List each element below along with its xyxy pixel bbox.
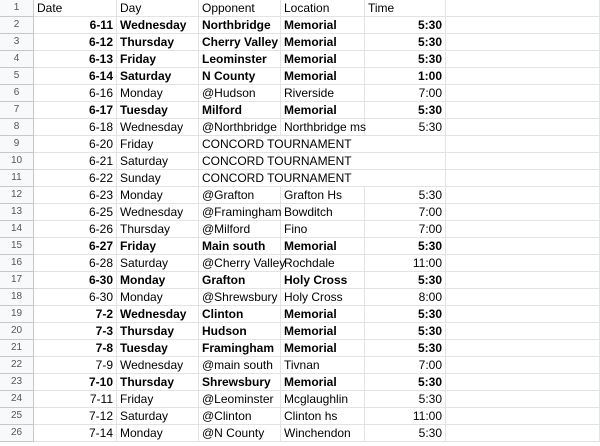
opponent-cell[interactable]: Hudson xyxy=(199,323,281,340)
empty-cell[interactable] xyxy=(446,34,600,51)
row-number[interactable]: 1 xyxy=(0,0,34,17)
table-row xyxy=(0,119,600,136)
row-number[interactable]: 15 xyxy=(0,238,34,255)
opponent-cell[interactable]: Leominster xyxy=(199,51,281,68)
day-cell[interactable]: Wednesday xyxy=(117,119,199,136)
time-cell[interactable]: 5:30 xyxy=(365,187,446,204)
empty-cell[interactable] xyxy=(446,289,600,306)
location-cell[interactable]: Memorial xyxy=(281,34,365,51)
table-row xyxy=(0,255,600,272)
opponent-cell[interactable]: Framingham xyxy=(199,340,281,357)
empty-cell[interactable] xyxy=(446,119,600,136)
row-number[interactable]: 6 xyxy=(0,85,34,102)
date-cell[interactable]: 6-22 xyxy=(34,170,117,187)
time-cell[interactable]: 7:00 xyxy=(365,204,446,221)
header-time-cell[interactable]: Time xyxy=(365,0,446,17)
time-cell[interactable]: 7:00 xyxy=(365,85,446,102)
day-cell[interactable]: Wednesday xyxy=(117,306,199,323)
empty-cell[interactable] xyxy=(446,272,600,289)
date-cell[interactable]: 7-2 xyxy=(34,306,117,323)
table-row xyxy=(0,289,600,306)
empty-cell[interactable] xyxy=(446,204,600,221)
location-cell[interactable]: Memorial xyxy=(281,374,365,391)
row-number[interactable]: 10 xyxy=(0,153,34,170)
time-cell[interactable] xyxy=(365,153,446,170)
empty-cell[interactable] xyxy=(446,425,600,442)
time-cell[interactable]: 5:30 xyxy=(365,102,446,119)
date-cell[interactable]: 6-27 xyxy=(34,238,117,255)
date-cell[interactable]: 7-9 xyxy=(34,357,117,374)
opponent-cell[interactable]: CONCORD TOURNAMENT xyxy=(199,136,281,153)
row-number[interactable]: 11 xyxy=(0,170,34,187)
empty-cell[interactable] xyxy=(446,221,600,238)
day-cell[interactable]: Thursday xyxy=(117,34,199,51)
opponent-cell[interactable]: @main south xyxy=(199,357,281,374)
time-cell[interactable]: 5:30 xyxy=(365,425,446,442)
day-cell[interactable]: Thursday xyxy=(117,323,199,340)
empty-cell[interactable] xyxy=(446,408,600,425)
table-row xyxy=(0,153,600,170)
date-cell[interactable]: 6-13 xyxy=(34,51,117,68)
row-number[interactable]: 19 xyxy=(0,306,34,323)
opponent-cell[interactable]: Milford xyxy=(199,102,281,119)
day-cell[interactable]: Saturday xyxy=(117,255,199,272)
row-number[interactable]: 14 xyxy=(0,221,34,238)
location-cell[interactable]: Holy Cross xyxy=(281,289,365,306)
row-number[interactable]: 7 xyxy=(0,102,34,119)
date-cell[interactable]: 6-26 xyxy=(34,221,117,238)
empty-cell[interactable] xyxy=(446,374,600,391)
date-cell[interactable]: 7-12 xyxy=(34,408,117,425)
location-cell[interactable] xyxy=(281,136,365,153)
row-number[interactable]: 5 xyxy=(0,68,34,85)
empty-cell[interactable] xyxy=(446,238,600,255)
table-row xyxy=(0,85,600,102)
empty-cell[interactable] xyxy=(446,187,600,204)
table-row xyxy=(0,323,600,340)
location-cell[interactable]: Memorial xyxy=(281,68,365,85)
day-cell[interactable]: Sunday xyxy=(117,170,199,187)
time-cell[interactable]: 7:00 xyxy=(365,221,446,238)
table-row xyxy=(0,340,600,357)
location-cell[interactable]: Winchendon xyxy=(281,425,365,442)
empty-cell[interactable] xyxy=(446,68,600,85)
empty-cell[interactable] xyxy=(446,136,600,153)
location-cell[interactable] xyxy=(281,170,365,187)
table-row xyxy=(0,51,600,68)
day-cell[interactable]: Monday xyxy=(117,425,199,442)
opponent-cell[interactable]: @Grafton xyxy=(199,187,281,204)
day-cell[interactable]: Saturday xyxy=(117,408,199,425)
day-cell[interactable]: Monday xyxy=(117,85,199,102)
table-row xyxy=(0,425,600,442)
time-cell[interactable]: 5:30 xyxy=(365,391,446,408)
time-cell[interactable] xyxy=(365,170,446,187)
date-cell[interactable]: 7-14 xyxy=(34,425,117,442)
row-number[interactable]: 21 xyxy=(0,340,34,357)
table-row xyxy=(0,102,600,119)
empty-cell[interactable] xyxy=(446,170,600,187)
row-number[interactable]: 18 xyxy=(0,289,34,306)
table-row xyxy=(0,204,600,221)
date-cell[interactable]: 6-16 xyxy=(34,85,117,102)
date-cell[interactable]: 6-11 xyxy=(34,17,117,34)
location-cell[interactable]: Riverside xyxy=(281,85,365,102)
table-row xyxy=(0,68,600,85)
time-cell[interactable] xyxy=(365,136,446,153)
row-number[interactable]: 17 xyxy=(0,272,34,289)
opponent-cell[interactable]: @Clinton xyxy=(199,408,281,425)
day-cell[interactable]: Thursday xyxy=(117,374,199,391)
empty-cell[interactable] xyxy=(446,323,600,340)
opponent-cell[interactable]: @Hudson xyxy=(199,85,281,102)
day-cell[interactable]: Tuesday xyxy=(117,340,199,357)
time-cell[interactable]: 5:30 xyxy=(365,17,446,34)
date-cell[interactable]: 7-3 xyxy=(34,323,117,340)
table-row xyxy=(0,357,600,374)
row-number[interactable]: 26 xyxy=(0,425,34,442)
table-row xyxy=(0,187,600,204)
opponent-cell[interactable]: Cherry Valley xyxy=(199,34,281,51)
row-number[interactable]: 25 xyxy=(0,408,34,425)
date-cell[interactable]: 6-30 xyxy=(34,272,117,289)
time-cell[interactable]: 5:30 xyxy=(365,238,446,255)
table-row xyxy=(0,374,600,391)
opponent-cell[interactable]: Northbridge xyxy=(199,17,281,34)
table-row xyxy=(0,136,600,153)
day-cell[interactable]: Friday xyxy=(117,238,199,255)
empty-cell[interactable] xyxy=(446,153,600,170)
date-cell[interactable]: 6-30 xyxy=(34,289,117,306)
row-number[interactable]: 3 xyxy=(0,34,34,51)
location-cell[interactable]: Fino xyxy=(281,221,365,238)
location-cell[interactable]: Memorial xyxy=(281,238,365,255)
header-opponent-cell[interactable]: Opponent xyxy=(199,0,281,17)
table-row xyxy=(0,272,600,289)
table-row xyxy=(0,170,600,187)
time-cell[interactable]: 7:00 xyxy=(365,357,446,374)
row-number[interactable]: 8 xyxy=(0,119,34,136)
row-number[interactable]: 12 xyxy=(0,187,34,204)
time-cell[interactable]: 5:30 xyxy=(365,340,446,357)
row-number[interactable]: 2 xyxy=(0,17,34,34)
time-cell[interactable]: 11:00 xyxy=(365,255,446,272)
date-cell[interactable]: 7-8 xyxy=(34,340,117,357)
date-cell[interactable]: 6-12 xyxy=(34,34,117,51)
date-cell[interactable]: 6-23 xyxy=(34,187,117,204)
day-cell[interactable]: Tuesday xyxy=(117,102,199,119)
date-cell[interactable]: 7-11 xyxy=(34,391,117,408)
table-row xyxy=(0,17,600,34)
table-row xyxy=(0,391,600,408)
time-cell[interactable]: 5:30 xyxy=(365,119,446,136)
opponent-cell[interactable]: N County xyxy=(199,68,281,85)
table-row xyxy=(0,34,600,51)
date-cell[interactable]: 6-14 xyxy=(34,68,117,85)
date-cell[interactable]: 6-21 xyxy=(34,153,117,170)
opponent-cell[interactable]: @Northbridge xyxy=(199,119,281,136)
location-cell[interactable]: Bowditch xyxy=(281,204,365,221)
time-cell[interactable]: 5:30 xyxy=(365,34,446,51)
opponent-cell[interactable]: @Shrewsbury xyxy=(199,289,281,306)
day-cell[interactable]: Friday xyxy=(117,136,199,153)
day-cell[interactable]: Saturday xyxy=(117,153,199,170)
opponent-cell[interactable]: @Cherry Valley xyxy=(199,255,281,272)
empty-cell[interactable] xyxy=(446,102,600,119)
day-cell[interactable]: Saturday xyxy=(117,68,199,85)
opponent-cell[interactable]: @N County xyxy=(199,425,281,442)
opponent-cell[interactable]: @Framingham xyxy=(199,204,281,221)
opponent-cell[interactable]: @Milford xyxy=(199,221,281,238)
location-cell[interactable]: Tivnan xyxy=(281,357,365,374)
opponent-cell[interactable]: Grafton xyxy=(199,272,281,289)
empty-cell[interactable] xyxy=(446,0,600,17)
day-cell[interactable]: Friday xyxy=(117,51,199,68)
empty-cell[interactable] xyxy=(446,17,600,34)
empty-cell[interactable] xyxy=(446,340,600,357)
date-cell[interactable]: 6-28 xyxy=(34,255,117,272)
opponent-cell[interactable]: Main south xyxy=(199,238,281,255)
location-cell[interactable]: Rochdale xyxy=(281,255,365,272)
location-cell[interactable]: Memorial xyxy=(281,17,365,34)
opponent-cell[interactable]: @Leominster xyxy=(199,391,281,408)
location-cell[interactable] xyxy=(281,153,365,170)
empty-cell[interactable] xyxy=(446,51,600,68)
day-cell[interactable]: Thursday xyxy=(117,221,199,238)
location-cell[interactable]: Grafton Hs xyxy=(281,187,365,204)
header-row xyxy=(0,0,600,17)
date-cell[interactable]: 6-25 xyxy=(34,204,117,221)
time-cell[interactable]: 11:00 xyxy=(365,408,446,425)
date-cell[interactable]: 6-17 xyxy=(34,102,117,119)
row-number[interactable]: 13 xyxy=(0,204,34,221)
header-date-cell[interactable]: Date xyxy=(34,0,117,17)
location-cell[interactable]: Memorial xyxy=(281,323,365,340)
location-cell[interactable]: Memorial xyxy=(281,340,365,357)
row-number[interactable]: 23 xyxy=(0,374,34,391)
location-cell[interactable]: Holy Cross xyxy=(281,272,365,289)
row-number[interactable]: 22 xyxy=(0,357,34,374)
location-cell[interactable]: Memorial xyxy=(281,51,365,68)
time-cell[interactable]: 5:30 xyxy=(365,306,446,323)
row-number[interactable]: 16 xyxy=(0,255,34,272)
empty-cell[interactable] xyxy=(446,255,600,272)
opponent-cell[interactable]: Clinton xyxy=(199,306,281,323)
empty-cell[interactable] xyxy=(446,85,600,102)
row-number[interactable]: 4 xyxy=(0,51,34,68)
date-cell[interactable]: 6-20 xyxy=(34,136,117,153)
empty-cell[interactable] xyxy=(446,357,600,374)
day-cell[interactable]: Friday xyxy=(117,391,199,408)
time-cell[interactable]: 5:30 xyxy=(365,272,446,289)
row-number[interactable]: 24 xyxy=(0,391,34,408)
location-cell[interactable]: Northbridge ms xyxy=(281,119,365,136)
table-row xyxy=(0,306,600,323)
row-number[interactable]: 20 xyxy=(0,323,34,340)
empty-cell[interactable] xyxy=(446,306,600,323)
table-row xyxy=(0,221,600,238)
table-row xyxy=(0,408,600,425)
opponent-cell[interactable]: Shrewsbury xyxy=(199,374,281,391)
day-cell[interactable]: Wednesday xyxy=(117,357,199,374)
header-day-cell[interactable]: Day xyxy=(117,0,199,17)
time-cell[interactable]: 5:30 xyxy=(365,374,446,391)
time-cell[interactable]: 5:30 xyxy=(365,51,446,68)
time-cell[interactable]: 5:30 xyxy=(365,323,446,340)
location-cell[interactable]: Mcglaughlin xyxy=(281,391,365,408)
location-cell[interactable]: Memorial xyxy=(281,102,365,119)
table-row xyxy=(0,238,600,255)
day-cell[interactable]: Wednesday xyxy=(117,17,199,34)
row-number[interactable]: 9 xyxy=(0,136,34,153)
date-cell[interactable]: 7-10 xyxy=(34,374,117,391)
opponent-cell[interactable]: CONCORD TOURNAMENT xyxy=(199,170,281,187)
location-cell[interactable]: Memorial xyxy=(281,306,365,323)
location-cell[interactable]: Clinton hs xyxy=(281,408,365,425)
day-cell[interactable]: Wednesday xyxy=(117,204,199,221)
day-cell[interactable]: Monday xyxy=(117,289,199,306)
time-cell[interactable]: 8:00 xyxy=(365,289,446,306)
opponent-cell[interactable]: CONCORD TOURNAMENT xyxy=(199,153,281,170)
header-location-cell[interactable]: Location xyxy=(281,0,365,17)
time-cell[interactable]: 1:00 xyxy=(365,68,446,85)
day-cell[interactable]: Monday xyxy=(117,272,199,289)
day-cell[interactable]: Monday xyxy=(117,187,199,204)
empty-cell[interactable] xyxy=(446,391,600,408)
date-cell[interactable]: 6-18 xyxy=(34,119,117,136)
